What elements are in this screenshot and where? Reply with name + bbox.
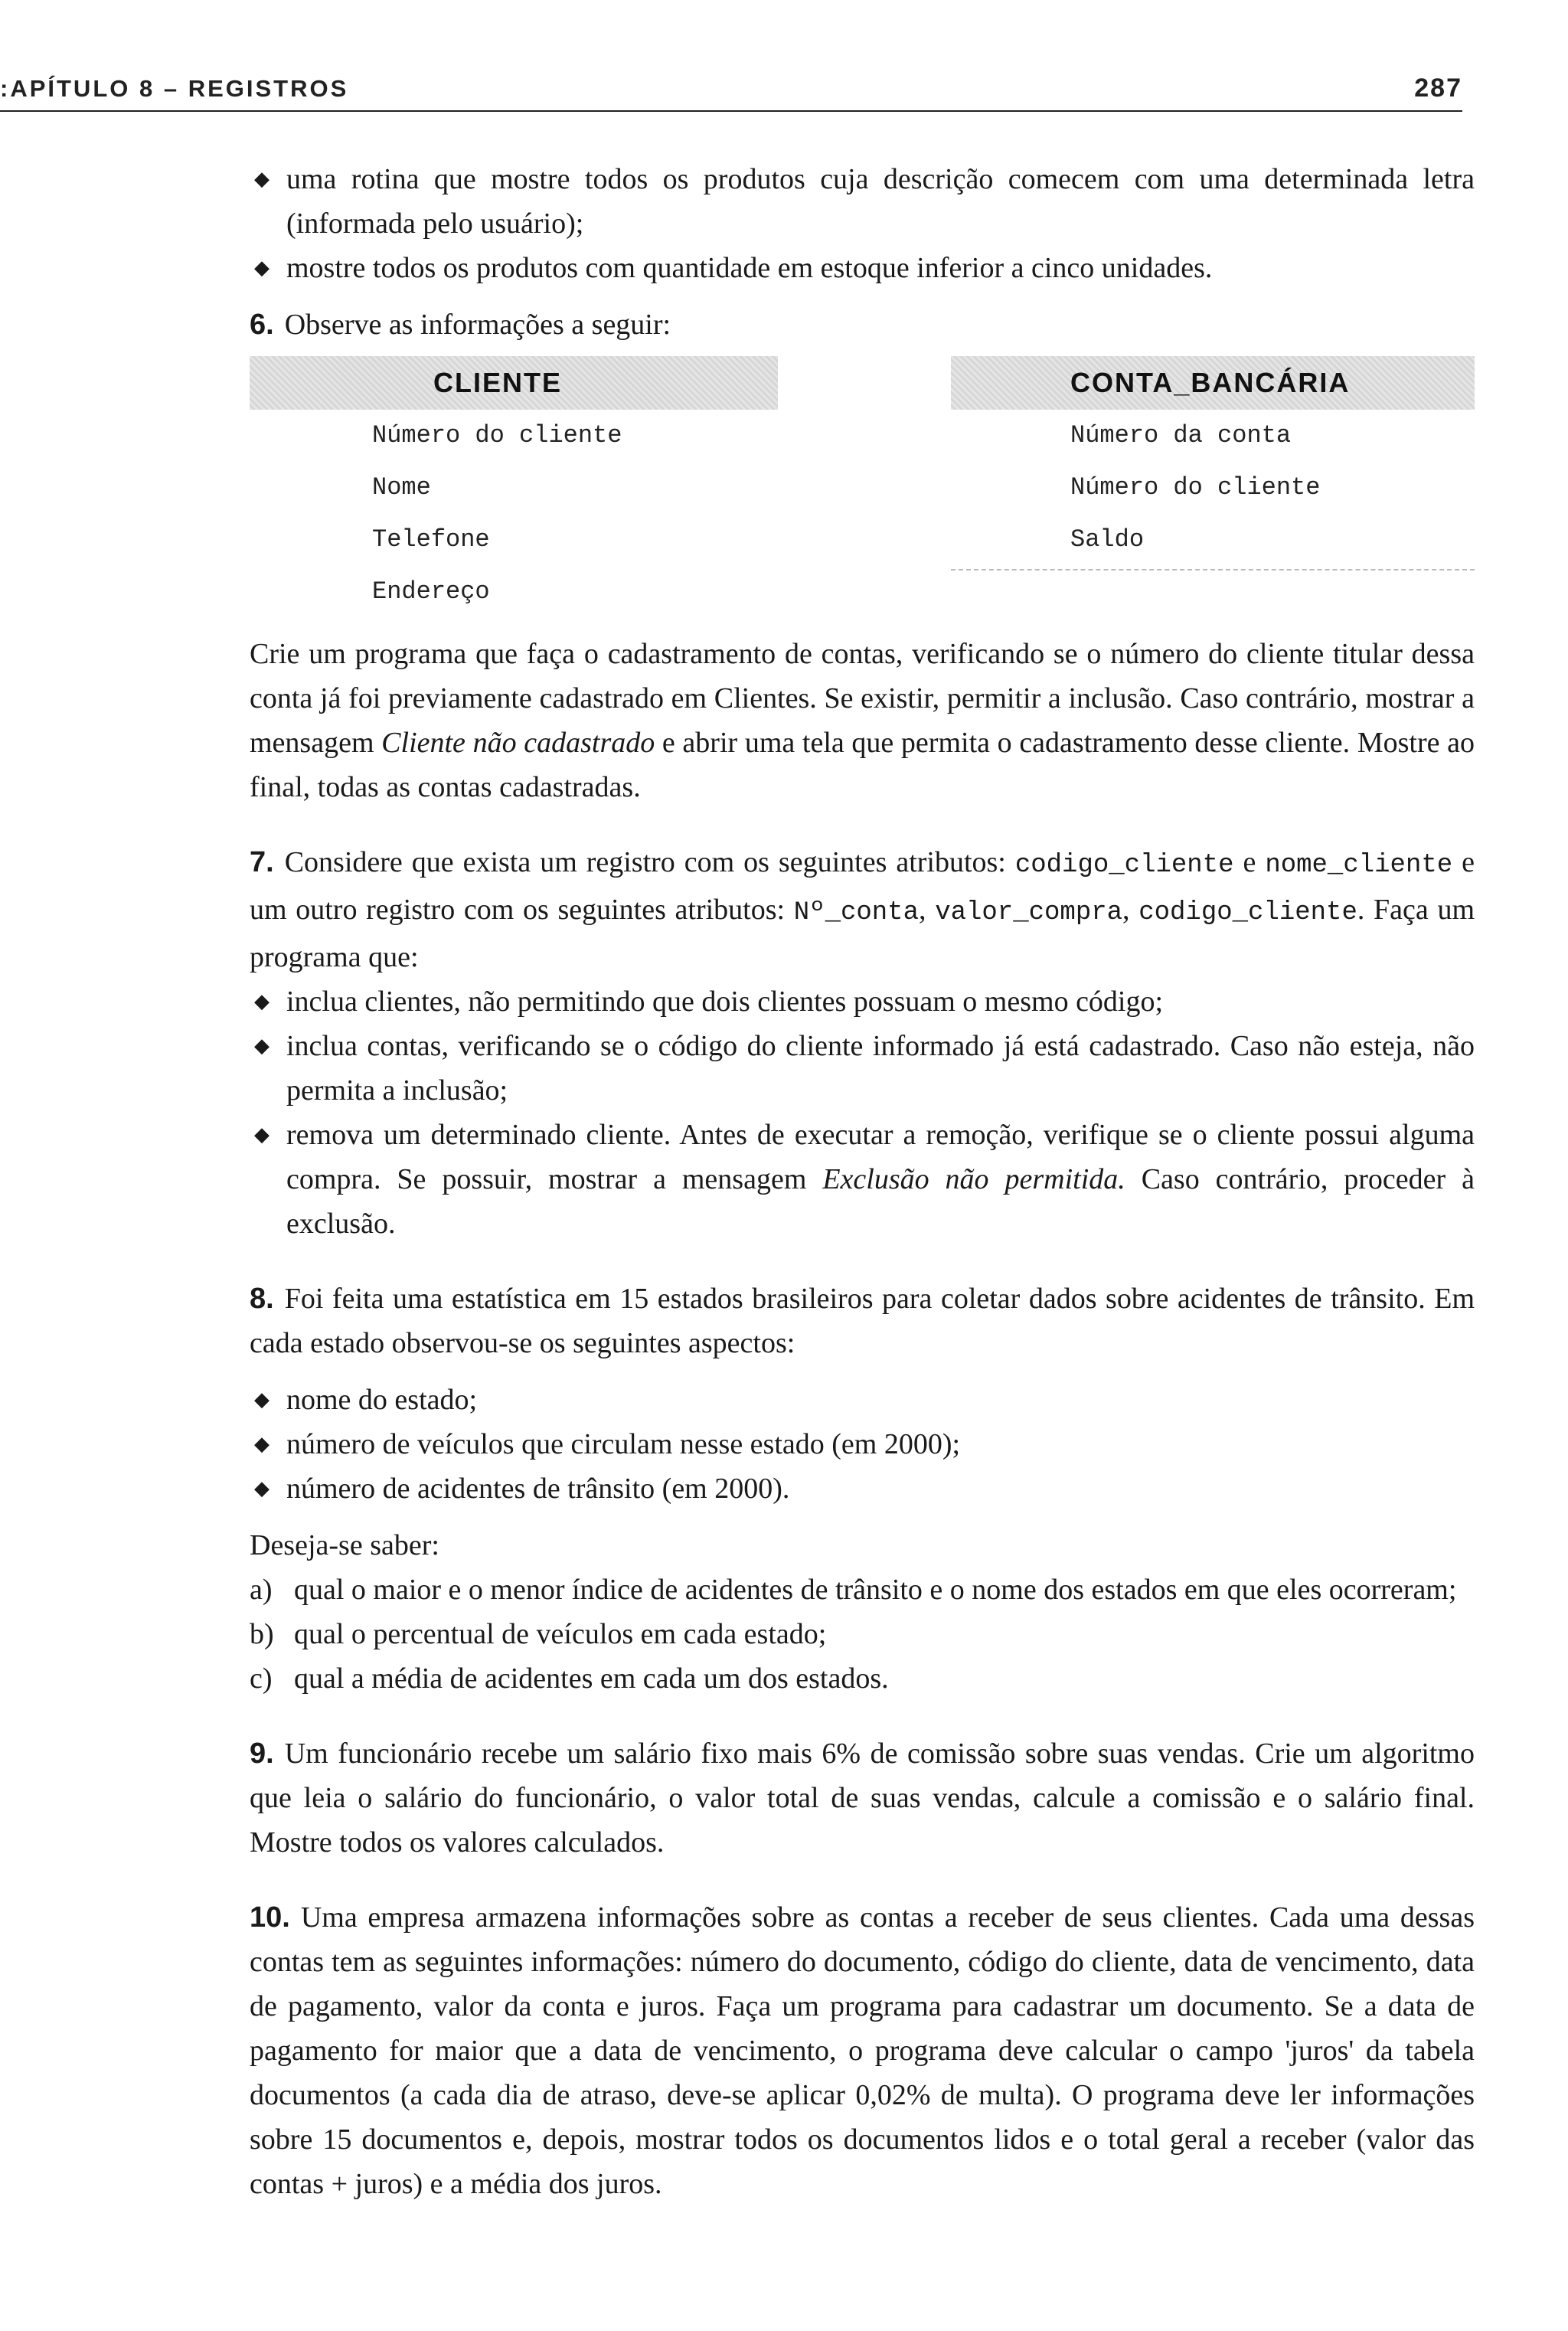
diamond-bullet-icon: ◆ — [254, 1123, 270, 1146]
list-item — [250, 979, 1475, 1024]
question-9 — [250, 1731, 1475, 1865]
question-number: 10. — [250, 1901, 290, 1934]
record-field: Nome — [372, 473, 431, 502]
record-cliente — [250, 356, 778, 618]
question-text: Uma empresa armazena informações sobre as contas a receber de seus clientes. Cada uma dessas contas tem as seguintes informações: número do documento, código do cliente, data de vencimento, data de pagamento, valor da conta e juros. Faça um programa para cadastrar um documento. Se a data de pagamento for maior que a data de vencimento, o programa deve calcular o campo 'juros' da tabela documentos (a cada dia de atraso, deve-se aplicar 0,02% de multa). O programa deve ler informações sobre 15 documentos e, depois, mostrar todos os documentos lidos e o total geral a receber (valor das contas + juros) e a média dos juros. — [250, 1901, 1475, 2200]
list-item — [250, 1656, 1475, 1701]
bullet-text: número de acidentes de trânsito (em 2000). — [286, 1473, 790, 1505]
code-span: codigo_cliente — [1138, 898, 1357, 927]
bullet-text — [286, 1119, 1475, 1240]
page-number: 287 — [1414, 74, 1462, 103]
list-item — [250, 246, 1475, 290]
question-8-intro — [250, 1277, 1475, 1365]
italic-message: Exclusão não permitida. — [822, 1163, 1125, 1195]
diamond-bullet-icon: ◆ — [254, 1477, 270, 1499]
diamond-bullet-icon: ◆ — [254, 990, 270, 1012]
question-number: 6. — [250, 309, 274, 341]
record-field: Número da conta — [1070, 421, 1292, 450]
question-10 — [250, 1895, 1475, 2206]
item-marker: a) — [250, 1574, 273, 1606]
diamond-bullet-icon: ◆ — [254, 1388, 270, 1411]
item-marker: b) — [250, 1618, 274, 1650]
text-span: Crie um programa que faça o cadastramento de contas, verificando se o número do cliente titular dessa conta já foi previamente cadastrado em Clientes. Se existir, permitir a inclusão. Caso contrário, mostrar a mensagem — [250, 638, 1475, 759]
question-8-aspect-list — [250, 1378, 1475, 1511]
bullet-text: inclua contas, verificando se o código do cliente informado já está cadastrado. Caso não esteja, não permita a inclusão; — [286, 1030, 1475, 1107]
question-text: Observe as informações a seguir: — [284, 309, 671, 341]
record-field: Endereço — [372, 577, 490, 606]
text-span: . Faça um programa que: — [250, 894, 1475, 973]
question-number: 8. — [250, 1283, 274, 1315]
text-span: Caso contrário, proceder à exclusão. — [286, 1163, 1475, 1240]
question-8-items — [250, 1568, 1475, 1701]
chapter-title: :APÍTULO 8 – REGISTROS — [0, 75, 349, 102]
code-span: valor_compra — [935, 898, 1123, 927]
item-marker: c) — [250, 1662, 273, 1695]
diamond-bullet-icon: ◆ — [254, 1433, 270, 1455]
record-field: Número do cliente — [372, 421, 622, 450]
record-field-list — [951, 410, 1475, 570]
record-field: Saldo — [1070, 525, 1145, 554]
list-item — [250, 1422, 1475, 1466]
record-field: Número do cliente — [1070, 473, 1321, 502]
record-field-list — [250, 410, 778, 618]
code-span: Nº_conta — [793, 898, 919, 927]
question-7-bullet-list — [250, 979, 1475, 1246]
text-span: e — [1233, 846, 1266, 878]
diamond-bullet-icon: ◆ — [254, 257, 270, 279]
list-item — [250, 1378, 1475, 1422]
text-span: Considere que exista um registro com os seguintes atributos: — [284, 846, 1015, 878]
code-span: codigo_cliente — [1014, 851, 1234, 880]
continuation-bullet-list — [250, 157, 1475, 290]
list-item — [250, 157, 1475, 246]
question-number: 9. — [250, 1738, 274, 1770]
running-head — [0, 74, 1462, 112]
list-item — [250, 1113, 1475, 1246]
bullet-text: uma rotina que mostre todos os produtos cuja descrição comecem com uma determinada letra (informada pelo usuário); — [286, 163, 1475, 240]
list-item — [250, 1466, 1475, 1511]
code-span: nome_cliente — [1265, 851, 1453, 880]
bullet-text: mostre todos os produtos com quantidade em estoque inferior a cinco unidades. — [286, 252, 1213, 284]
record-title: CONTA_BANCÁRIA — [951, 356, 1475, 410]
diamond-bullet-icon: ◆ — [254, 168, 270, 190]
bullet-text: número de veículos que circulam nesse estado (em 2000); — [286, 1428, 961, 1460]
text-span: , — [919, 894, 936, 926]
record-conta-bancaria — [951, 356, 1475, 570]
question-6-intro — [250, 302, 1475, 347]
item-text: qual o maior e o menor índice de acidentes de trânsito e o nome dos estados em que eles ocorreram; — [294, 1574, 1457, 1606]
question-6-body — [250, 632, 1475, 809]
question-number: 7. — [250, 846, 274, 878]
list-item — [250, 1024, 1475, 1113]
record-title: CLIENTE — [250, 356, 778, 410]
question-text: Um funcionário recebe um salário fixo mais 6% de comissão sobre suas vendas. Crie um algoritmo que leia o salário do funcionário, o valor total de suas vendas, calcule a comissão e o salário final. Mostre todos os valores calculados. — [250, 1738, 1475, 1859]
bullet-text: nome do estado; — [286, 1384, 478, 1416]
list-item — [250, 1568, 1475, 1612]
record-diagram — [250, 356, 1475, 632]
list-item — [250, 1612, 1475, 1656]
diamond-bullet-icon: ◆ — [254, 1035, 270, 1057]
item-text: qual a média de acidentes em cada um dos estados. — [294, 1662, 889, 1695]
question-8-prompt: Deseja-se saber: — [250, 1529, 439, 1561]
question-text: Foi feita uma estatística em 15 estados brasileiros para coletar dados sobre acidentes de trânsito. Em cada estado observou-se os seguintes aspectos: — [250, 1283, 1475, 1359]
record-field: Telefone — [372, 525, 490, 554]
text-span: , — [1122, 894, 1139, 926]
text-span: e abrir uma tela que permita o cadastramento desse cliente. Mostre ao final, todas as contas cadastradas. — [250, 727, 1475, 803]
item-text: qual o percentual de veículos em cada estado; — [294, 1618, 827, 1650]
question-7-intro — [250, 840, 1475, 979]
text-span: remova um determinado cliente. Antes de executar a remoção, verifique se o cliente possui alguma compra. Se possuir, mostrar a mensagem — [286, 1119, 1475, 1195]
italic-message: Cliente não cadastrado — [381, 727, 655, 759]
text-span: e um outro registro com os seguintes atributos: — [250, 846, 1475, 926]
page-content — [250, 157, 1475, 2206]
bullet-text: inclua clientes, não permitindo que dois clientes possuam o mesmo código; — [286, 986, 1164, 1018]
